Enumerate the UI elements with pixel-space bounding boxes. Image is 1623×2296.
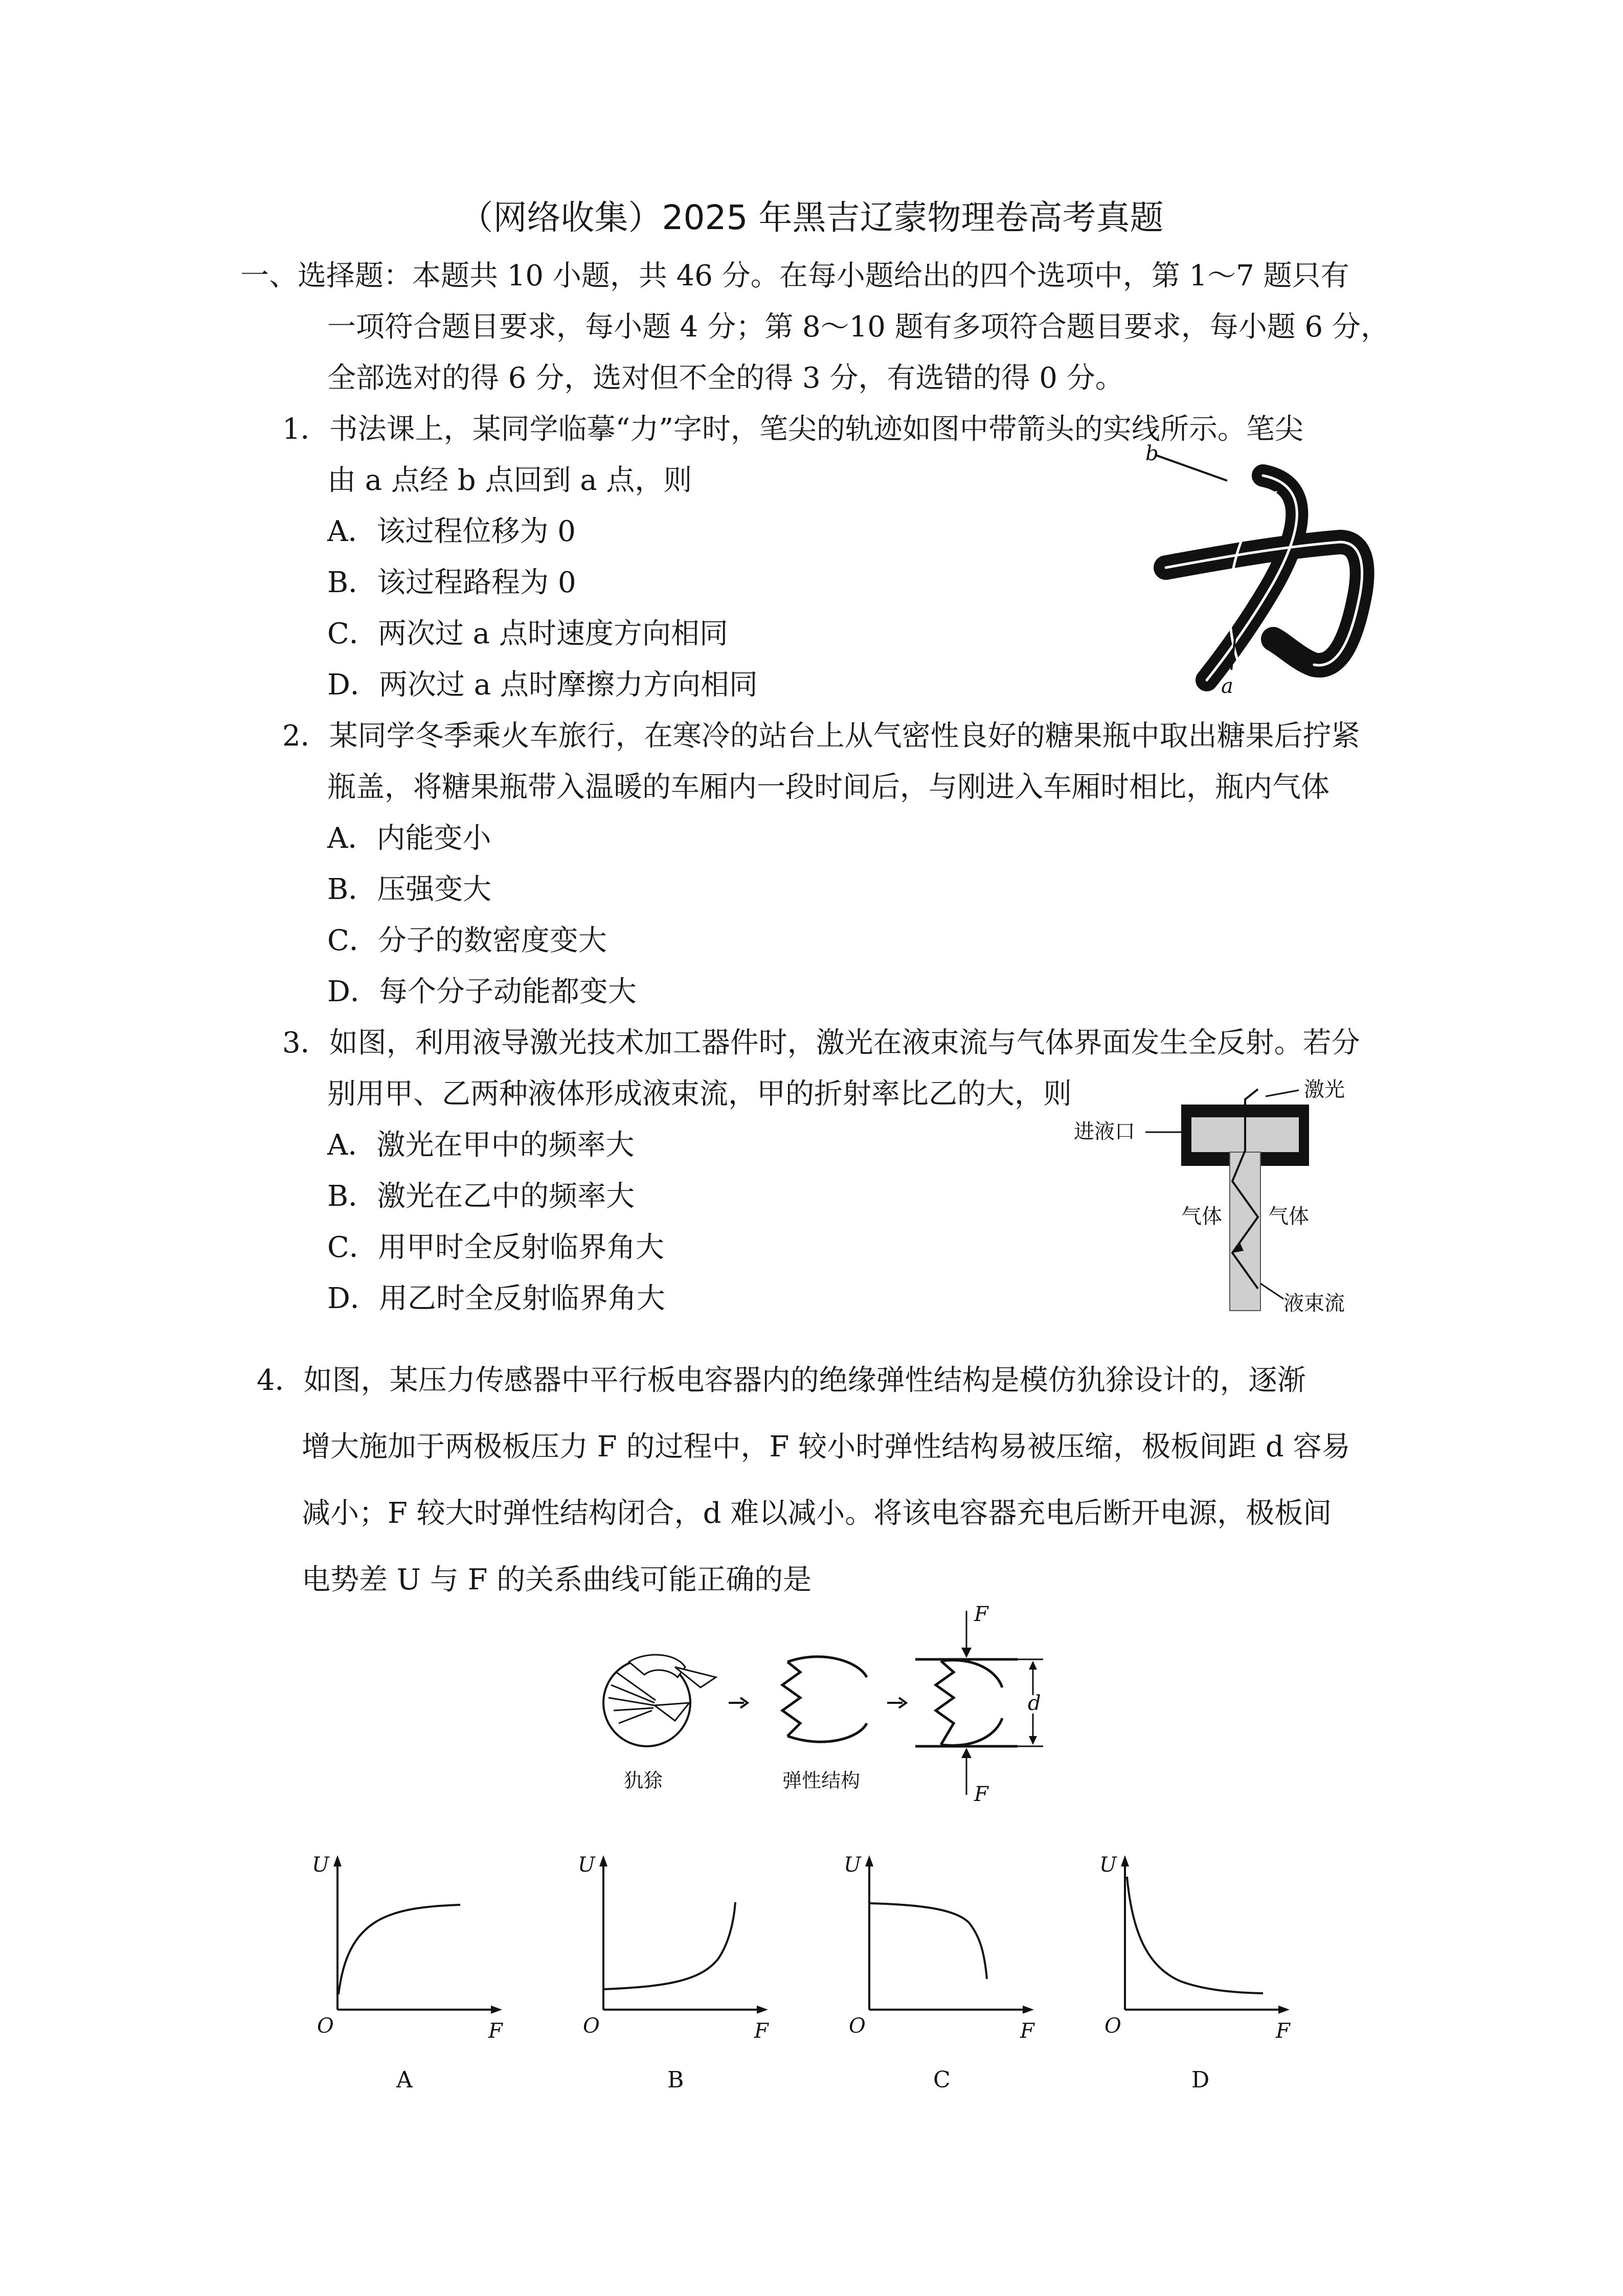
page-title: （网络收集）2025 年黑吉辽蒙物理卷高考真题 [459, 198, 1164, 237]
q4-graph-d-curve [1127, 1877, 1263, 1993]
q3-option-a: A．激光在甲中的频率大 [327, 1129, 635, 1162]
q3-label-gas-right: 气体 [1268, 1205, 1309, 1228]
q4-graph-b-curve [604, 1902, 735, 1989]
q4-graph-d [1094, 1841, 1309, 2097]
q4-stem-line-1: 4．如图，某压力传感器中平行板电容器内的绝缘弹性结构是模仿犰狳设计的，逐渐 [257, 1364, 1306, 1397]
q1-option-c: C．两次过 a 点时速度方向相同 [327, 617, 728, 650]
q3-label-laser: 激光 [1304, 1079, 1345, 1101]
q4-graph-a-x-label: F [488, 2019, 503, 2043]
q4-graph-c-y-label: U [844, 1853, 861, 1877]
q3-option-c: C．用甲时全反射临界角大 [327, 1231, 664, 1264]
q3-stem-line-2: 别用甲、乙两种液体形成液束流，甲的折射率比乙的大，则 [327, 1077, 1072, 1111]
q2-option-b: B．压强变大 [327, 873, 492, 906]
q4-graph-b-y-label: U [578, 1853, 595, 1877]
capacitor-icon [915, 1611, 1043, 1795]
q4-option-a-label: A [396, 2067, 413, 2093]
q4-graph-a-curve [339, 1905, 460, 1994]
q4-graph-a-y-label: U [312, 1853, 329, 1877]
q4-stem-line-4: 电势差 U 与 F 的关系曲线可能正确的是 [302, 1563, 812, 1596]
q3-label-inlet: 进液口 [1074, 1120, 1135, 1143]
q1-stem-line-2: 由 a 点经 b 点回到 a 点，则 [327, 464, 692, 497]
q4-graph-d-y-label: U [1099, 1853, 1117, 1877]
q4-graph-d-origin: O [1104, 2014, 1121, 2038]
q4-arrow-1-icon [729, 1698, 748, 1708]
q2-option-a: A．内能变小 [327, 822, 491, 855]
section-instructions-line-3: 全部选对的得 6 分，选对但不全的得 3 分，有选错的得 0 分。 [327, 362, 1124, 395]
section-instructions-line-2: 一项符合题目要求，每小题 4 分；第 8～10 题有多项符合题目要求，每小题 6 分， [327, 310, 1389, 344]
q3-stem-line-1: 3．如图，利用液导激光技术加工器件时，激光在液束流与气体界面发生全反射。若分 [282, 1026, 1360, 1060]
q1-calligraphy-figure [1145, 440, 1381, 701]
q3-laser-figure [1064, 1079, 1370, 1319]
q4-stem-line-2: 增大施加于两极板压力 F 的过程中，F 较小时弹性结构易被压缩，极板间距 d 容易 [302, 1430, 1350, 1464]
section-instructions-line-1: 一、选择题：本题共 10 小题，共 46 分。在每小题给出的四个选项中，第 1～7 题只有 [240, 259, 1349, 292]
q4-structure-figure [598, 1601, 1074, 1805]
q4-graph-b-x-label: F [754, 2019, 769, 2043]
q2-option-d: D．每个分子动能都变大 [327, 975, 637, 1008]
q1-option-d: D．两次过 a 点时摩擦力方向相同 [327, 668, 758, 702]
q4-label-d: d [1028, 1692, 1041, 1715]
q4-stem-line-3: 减小；F 较大时弹性结构闭合，d 难以减小。将该电容器充电后断开电源，极板间 [302, 1497, 1332, 1530]
q4-graph-a-origin: O [317, 2014, 334, 2038]
q4-label-elastic: 弹性结构 [782, 1769, 861, 1792]
q4-graph-a [307, 1841, 522, 2097]
q1-option-b: B．该过程路程为 0 [327, 566, 576, 599]
q3-option-b: B．激光在乙中的频率大 [327, 1180, 635, 1213]
q4-graph-d-x-label: F [1276, 2019, 1290, 2043]
q1-label-a: a [1221, 674, 1233, 698]
q4-graph-c [839, 1841, 1053, 2097]
q4-graph-c-x-label: F [1020, 2019, 1034, 2043]
q2-stem-line-2: 瓶盖，将糖果瓶带入温暖的车厢内一段时间后，与刚进入车厢时相比，瓶内气体 [327, 771, 1329, 804]
q4-label-f-top: F [974, 1603, 988, 1626]
q3-label-jet: 液束流 [1283, 1292, 1345, 1315]
q4-graph-c-origin: O [849, 2014, 866, 2038]
q2-option-c: C．分子的数密度变大 [327, 924, 607, 957]
q3-label-gas-left: 气体 [1181, 1205, 1222, 1228]
q4-option-b-label: B [667, 2067, 684, 2093]
armadillo-icon [603, 1655, 716, 1746]
q4-option-d-label: D [1191, 2067, 1210, 2093]
elastic-structure-icon [782, 1657, 867, 1742]
q4-label-f-bottom: F [974, 1783, 988, 1805]
q4-label-armadillo: 犰狳 [624, 1769, 663, 1792]
q1-stem-line-1: 1．书法课上，某同学临摹“力”字时，笔尖的轨迹如图中带箭头的实线所示。笔尖 [282, 413, 1303, 446]
q2-stem-line-1: 2．某同学冬季乘火车旅行，在寒冷的站台上从气密性良好的糖果瓶中取出糖果后拧紧 [282, 719, 1360, 753]
q4-graph-b-origin: O [583, 2014, 600, 2038]
q1-label-b: b [1145, 442, 1159, 465]
q4-option-c-label: C [933, 2067, 951, 2093]
q4-arrow-2-icon [887, 1698, 906, 1708]
q4-graph-b [573, 1841, 787, 2097]
q4-graph-c-curve [870, 1903, 987, 1979]
q1-option-a: A．该过程位移为 0 [327, 515, 576, 548]
q3-option-d: D．用乙时全反射临界角大 [327, 1282, 665, 1315]
